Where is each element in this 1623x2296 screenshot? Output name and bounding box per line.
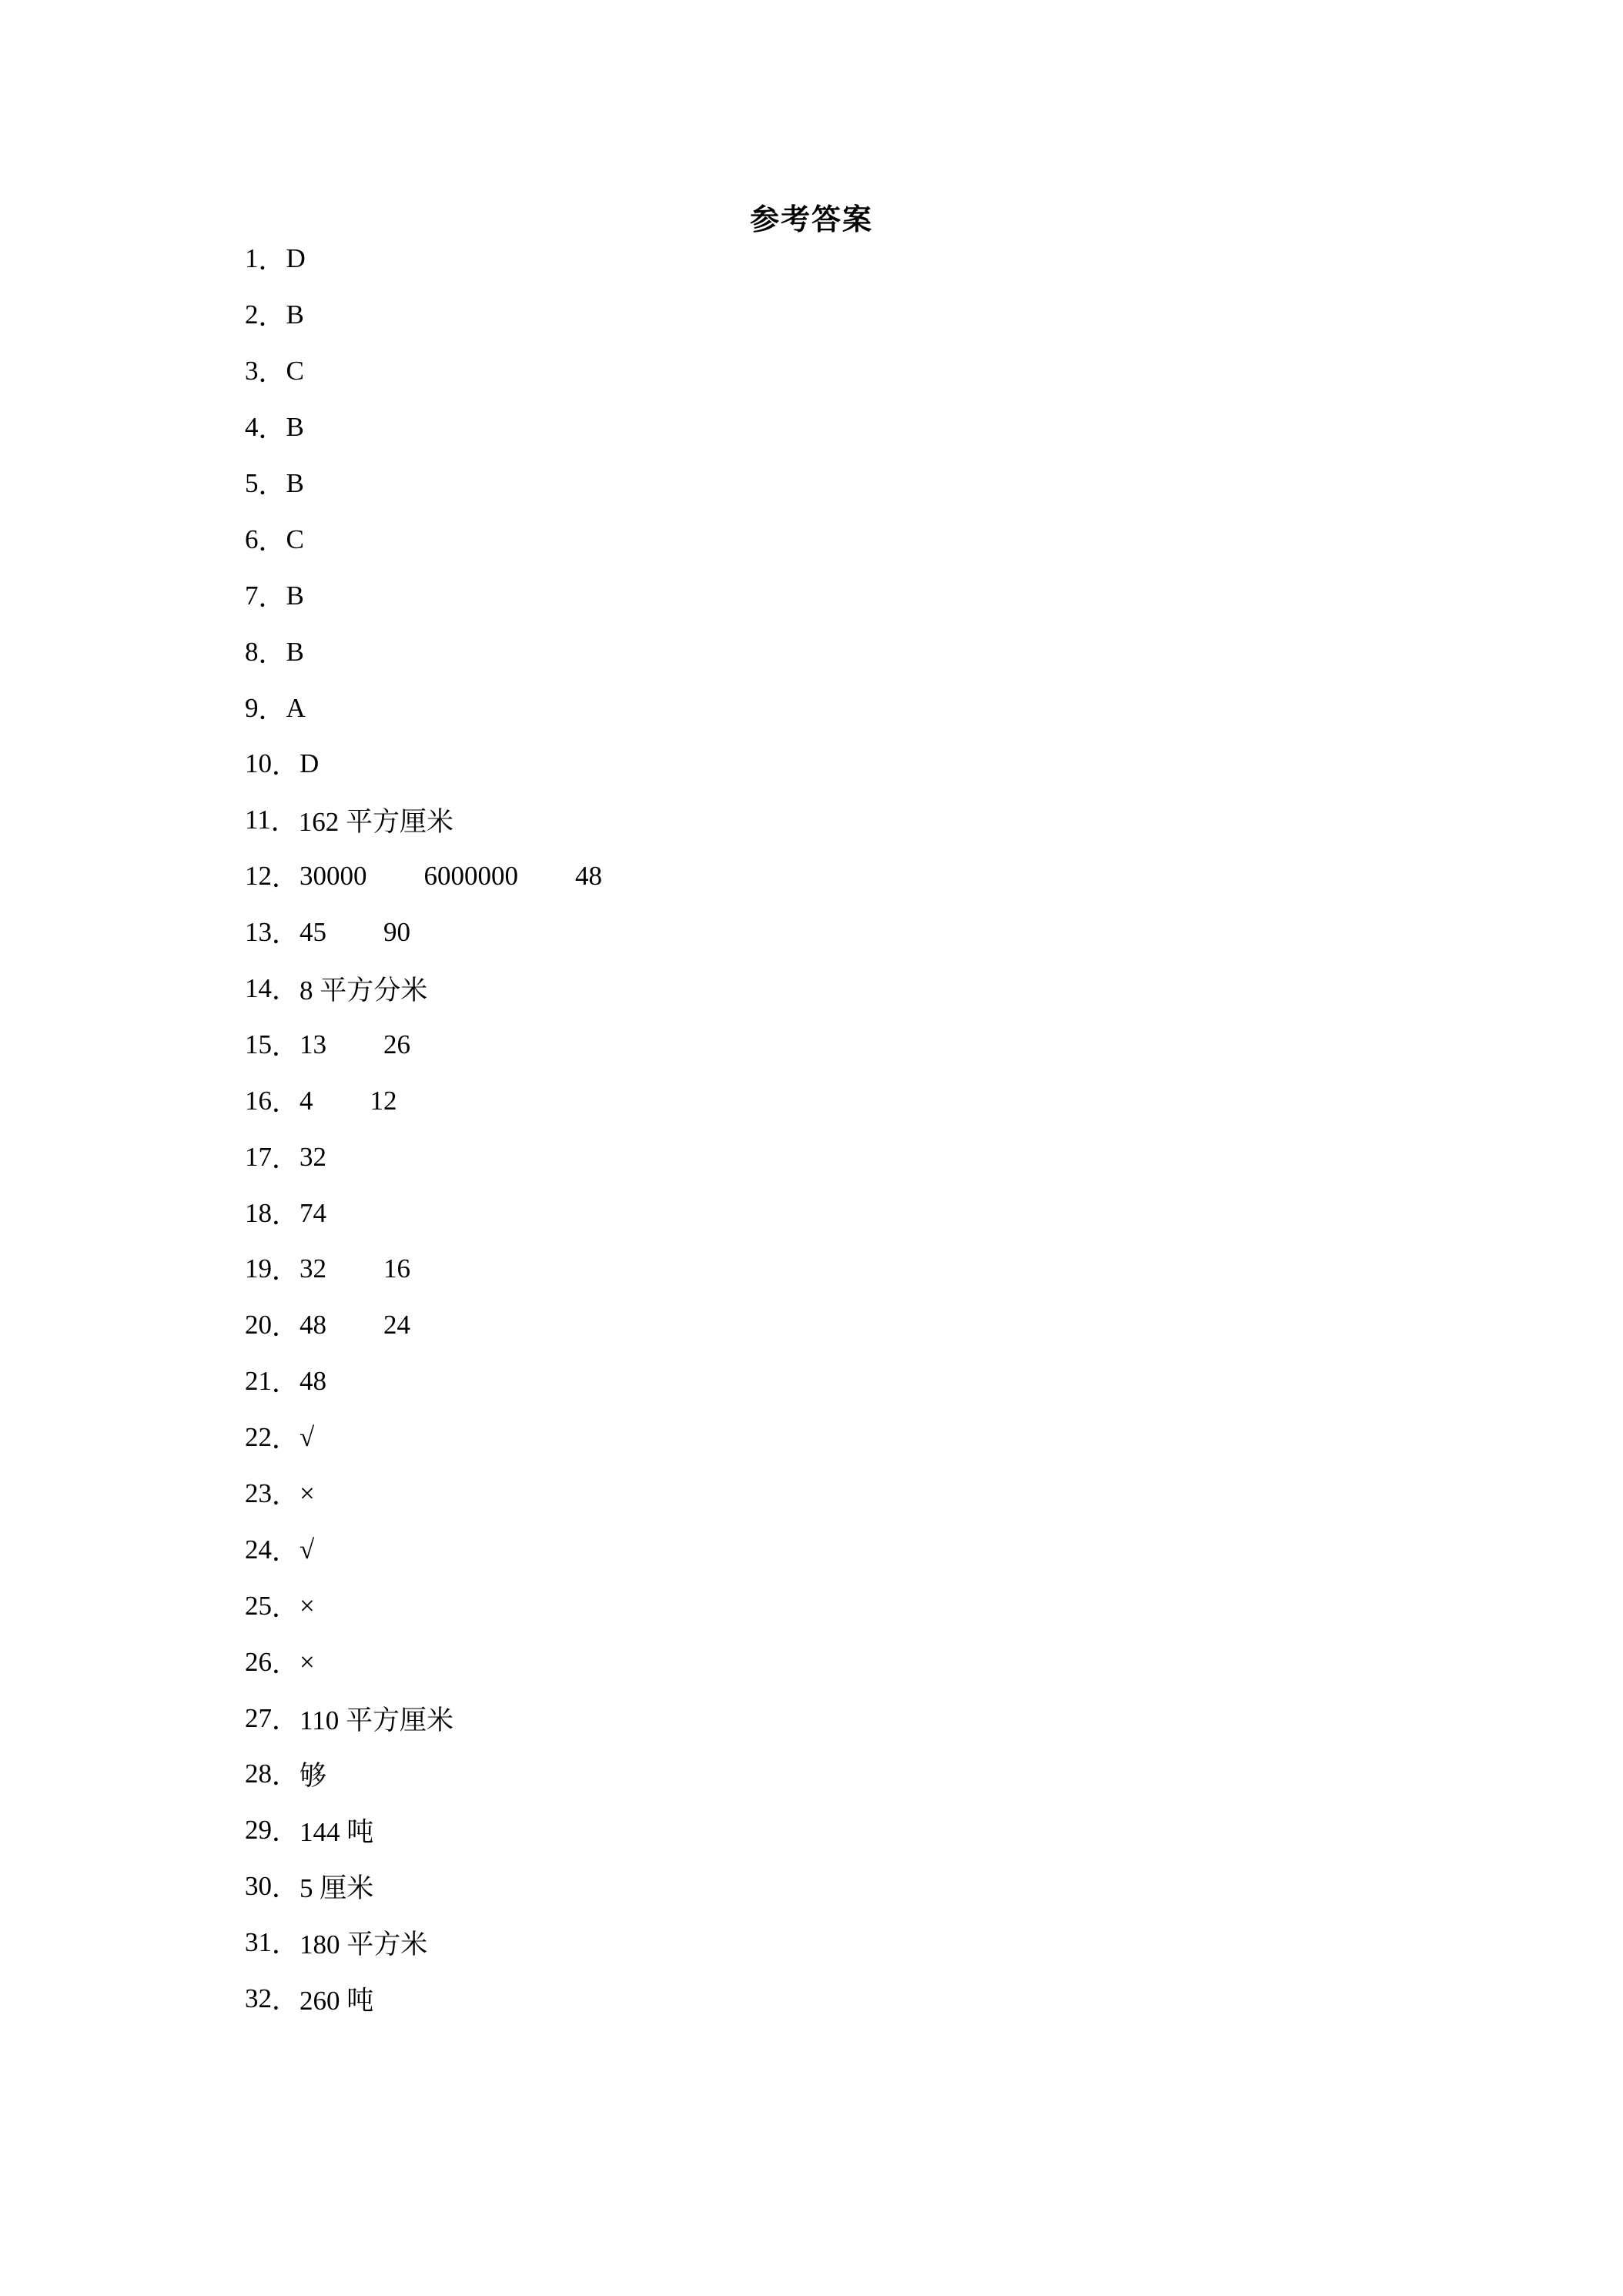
answer-separator: ．	[272, 1143, 300, 1174]
answer-value: 24	[383, 1310, 410, 1340]
answer-separator: ．	[272, 1873, 300, 1904]
answer-number: 22	[245, 1422, 272, 1453]
answer-item	[245, 1016, 602, 1073]
answer-item	[245, 1466, 602, 1522]
answer-number: 12	[245, 861, 272, 892]
answer-separator: ．	[258, 358, 286, 389]
answer-separator: ．	[272, 1200, 300, 1230]
answer-separator: ．	[258, 582, 286, 613]
answer-value: √	[300, 1422, 315, 1453]
answer-separator: ．	[258, 526, 286, 557]
answer-value: 90	[383, 917, 410, 948]
answer-item	[245, 792, 602, 848]
answer-number: 13	[245, 917, 272, 948]
answer-number: 32	[245, 1983, 272, 2014]
answer-separator: ．	[272, 863, 300, 894]
answer-item	[245, 1915, 602, 1971]
answer-list	[245, 231, 602, 2027]
answer-value: 够	[300, 1761, 327, 1792]
answer-value: 32	[300, 1253, 326, 1284]
answer-item	[245, 567, 602, 624]
answer-value: 12	[370, 1085, 397, 1116]
answer-separator: ．	[272, 1031, 300, 1062]
answer-number: 31	[245, 1927, 272, 1958]
answer-value: 26	[383, 1029, 410, 1059]
answer-item	[245, 1690, 602, 1746]
answer-item	[245, 624, 602, 680]
answer-value: 48	[300, 1366, 326, 1397]
answer-item	[245, 1634, 602, 1690]
answer-number: 23	[245, 1478, 272, 1509]
answer-value: 6000000	[423, 861, 518, 892]
answer-item	[245, 1521, 602, 1578]
answer-number: 9	[245, 692, 259, 723]
answer-separator: ．	[272, 1986, 300, 2017]
answer-value: D	[300, 748, 320, 779]
answer-separator: ．	[272, 1256, 300, 1287]
answer-number: 20	[245, 1310, 272, 1340]
answer-value: C	[286, 356, 304, 387]
answer-item	[245, 905, 602, 961]
answer-separator: ．	[258, 246, 286, 276]
answer-value: 8 平方分米	[300, 976, 428, 1006]
answer-number: 11	[245, 805, 271, 835]
answer-number: 16	[245, 1085, 272, 1116]
answer-value: 45	[300, 917, 326, 948]
answer-item	[245, 1802, 602, 1859]
answer-number: 26	[245, 1646, 272, 1677]
answer-value: 48	[575, 861, 602, 892]
answer-number: 27	[245, 1702, 272, 1733]
answer-item	[245, 1354, 602, 1410]
answer-number: 19	[245, 1253, 272, 1284]
answer-separator: ．	[272, 1312, 300, 1343]
answer-separator: ．	[272, 976, 300, 1006]
answer-separator: ．	[272, 1592, 300, 1623]
answer-number: 29	[245, 1815, 272, 1846]
answer-number: 28	[245, 1759, 272, 1789]
answer-item	[245, 400, 602, 456]
answer-separator: ．	[258, 470, 286, 500]
answer-separator: ．	[272, 1705, 300, 1735]
answer-number: 21	[245, 1366, 272, 1397]
answer-value: ×	[300, 1646, 315, 1677]
answer-item	[245, 1410, 602, 1466]
answer-number: 15	[245, 1029, 272, 1059]
answer-number: 25	[245, 1590, 272, 1621]
answer-item	[245, 287, 602, 343]
answer-number: 2	[245, 300, 259, 330]
answer-number: 6	[245, 524, 259, 554]
answer-separator: ．	[258, 694, 286, 725]
answer-value: 13	[300, 1029, 326, 1059]
answer-value: 74	[300, 1197, 326, 1228]
answer-separator: ．	[258, 638, 286, 669]
answer-value: B	[286, 580, 304, 611]
answer-separator: ．	[272, 919, 300, 950]
answer-separator: ．	[272, 1481, 300, 1511]
answer-separator: ．	[272, 751, 300, 782]
answer-item	[245, 848, 602, 905]
answer-separator: ．	[272, 1536, 300, 1567]
answer-value: B	[286, 468, 304, 498]
answer-value: B	[286, 412, 304, 443]
answer-value: 5 厘米	[300, 1873, 374, 1904]
answer-separator: ．	[258, 302, 286, 333]
answer-item	[245, 511, 602, 567]
answer-number: 10	[245, 748, 272, 779]
answer-separator: ．	[272, 1368, 300, 1399]
answer-value: A	[286, 692, 306, 723]
answer-item	[245, 1297, 602, 1354]
answer-item	[245, 1746, 602, 1802]
answer-number: 17	[245, 1141, 272, 1172]
answer-value: 32	[300, 1141, 326, 1172]
answer-number: 1	[245, 243, 259, 274]
answer-item	[245, 1859, 602, 1915]
answer-number: 14	[245, 973, 272, 1004]
answer-separator: ．	[272, 1087, 300, 1118]
answer-item	[245, 1241, 602, 1297]
answer-value: C	[286, 524, 304, 554]
answer-value: B	[286, 300, 304, 330]
answer-separator: ．	[258, 414, 286, 445]
answer-item	[245, 1129, 602, 1185]
answer-value: D	[286, 243, 306, 274]
answer-value: ×	[300, 1590, 315, 1621]
answer-number: 4	[245, 412, 259, 443]
answer-value: B	[286, 636, 304, 667]
answer-number: 5	[245, 468, 259, 498]
answer-item	[245, 231, 602, 287]
answer-value: 4	[300, 1085, 313, 1116]
answer-separator: ．	[270, 807, 298, 838]
answer-item	[245, 1073, 602, 1129]
answer-number: 7	[245, 580, 259, 611]
answer-number: 30	[245, 1871, 272, 1902]
answer-item	[245, 1578, 602, 1634]
answer-value: ×	[300, 1478, 315, 1509]
answer-separator: ．	[272, 1817, 300, 1848]
answer-number: 18	[245, 1197, 272, 1228]
answer-value: 180 平方米	[300, 1930, 428, 1960]
answer-value: √	[300, 1534, 315, 1565]
answer-value: 30000	[300, 861, 367, 892]
answer-item	[245, 456, 602, 512]
answer-value: 144 吨	[300, 1817, 374, 1848]
answer-number: 8	[245, 636, 259, 667]
answer-separator: ．	[272, 1424, 300, 1455]
answer-number: 3	[245, 356, 259, 387]
answer-value: 110 平方厘米	[300, 1705, 453, 1735]
answer-item	[245, 343, 602, 400]
answer-value: 162 平方厘米	[298, 807, 453, 838]
page-title: 参考答案	[749, 202, 873, 236]
answer-item	[245, 961, 602, 1017]
answer-item	[245, 1971, 602, 2027]
answer-value: 260 吨	[300, 1986, 374, 2017]
answer-number: 24	[245, 1534, 272, 1565]
answer-item	[245, 1185, 602, 1241]
answer-value: 16	[383, 1253, 410, 1284]
answer-separator: ．	[272, 1648, 300, 1679]
answer-item	[245, 736, 602, 792]
answer-item	[245, 680, 602, 736]
answer-separator: ．	[272, 1761, 300, 1792]
answer-separator: ．	[272, 1930, 300, 1960]
answer-value: 48	[300, 1310, 326, 1340]
